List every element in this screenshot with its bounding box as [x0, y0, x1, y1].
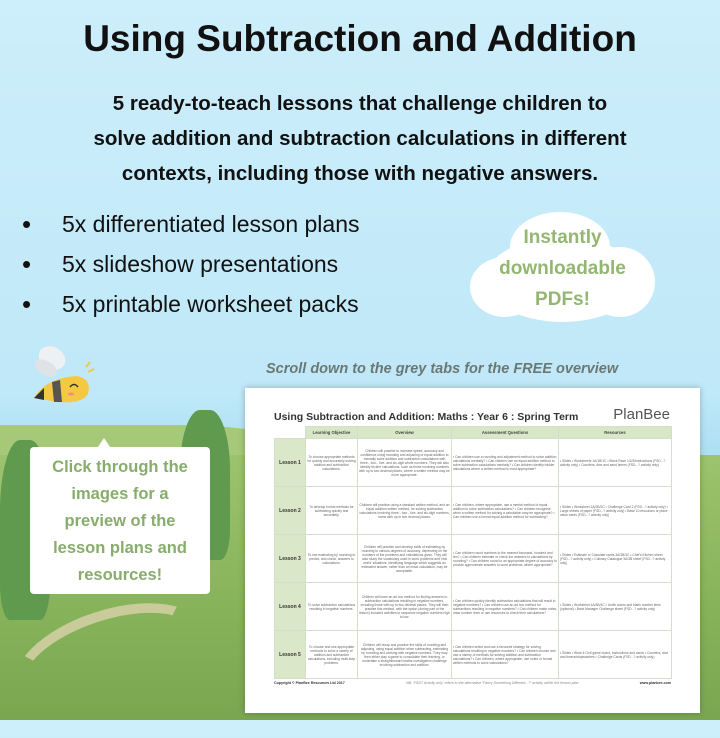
table-row — [275, 439, 672, 487]
column-header: Learning Objective — [306, 427, 358, 439]
feature-list — [22, 204, 452, 324]
feature-item: • 5x printable worksheet packs — [22, 289, 359, 319]
website: www.planbee.com — [639, 681, 671, 685]
doc-footer — [274, 681, 671, 685]
objective-cell: To develop formal methods for subtracting quickly and accurately. — [306, 487, 358, 535]
assessment-cell: • Can children quickly identify subtraction calculations that will result in negative numbers? • Can children use an ad hoc method for subtractions resulting in negative numbers? • Can children make notes, draw number lines or use resources to check their calculations? — [452, 583, 559, 631]
assessment-cell: • Can children, where appropriate, use a mental method of equal addition to solve subtraction calculations? • Can children recognise when a written method for solving a calculation may be appropriate? • Can children use a formal equal addition method for subtracting? — [452, 487, 559, 535]
overview-cell: Children will recap and practise the skills of rounding and adjusting, using equal addition when subtracting, estimating by rounding and working with negative numbers. They may then either play a game to consolidate their learning, or undertake a straightforward maths investigation challenge involving subtraction and addition. — [358, 631, 452, 679]
lesson-overview-preview[interactable] — [245, 388, 700, 713]
overview-cell: Children will practise and develop skills of estimating by rounding to various degrees of accuracy, depending on the numbers of the problems and calculations given. They will also study the vocabulary used in word problems and 'real world' situations, identifying language which suggests an estimated answer, rather than an exact calculation, may be acceptable. — [358, 535, 452, 583]
subtitle — [0, 86, 720, 191]
table-row — [275, 487, 672, 535]
assessment-cell: • Can children select and use a favoured strategy for solving calculations resulting in negative numbers? • Can children choose and use a variety of methods for solving addition and subtraction calculations? • Can children, where appropriate, use notes or formal written methods to solve calculations? — [452, 631, 559, 679]
resources-cell: • Slides • Worksheets 1A/1B/1C • Block Race 1/2/3/Instructions (FSD...? activity only) • Counters, dice and sand timers (FSD...? activity only) — [559, 439, 672, 487]
table-row — [275, 535, 672, 583]
column-header: Assessment Questions — [452, 427, 559, 439]
resources-cell: • Slides • Estimate or Calculate cards 3A/3B/3C • Chef's Kitchen sheet (FSD...? activity only) • Culinary Catalogue 3A/3B sheet (FSD...? activity only) — [559, 535, 672, 583]
lesson-label: Lesson 1 — [275, 439, 306, 487]
doc-title: Using Subtraction and Addition: Maths : Year 6 : Spring Term — [274, 411, 579, 423]
overview-cell: Children will practise to increase speed, accuracy and confidence using rounding and adjusting or equal addition to mentally solve addition and subtraction calculations with three-, four-, five- and six-digit whole numbers. They will also identify trickier calculations, such as those involving numbers with up to two decimal places, where a written method may be more appropriate. — [358, 439, 452, 487]
table-row — [275, 583, 672, 631]
column-header: Overview — [358, 427, 452, 439]
cloud-text: downloadable — [499, 258, 626, 279]
bee-mascot-icon — [26, 342, 101, 412]
subtitle-line: contexts, including those with negative answers. — [121, 162, 599, 185]
objective-cell: To choose appropriate methods for quickly and accurately solving addition and subtraction calculations. — [306, 439, 358, 487]
callout-text: preview of the — [64, 512, 176, 530]
cloud-text: PDFs! — [535, 289, 590, 310]
assessment-cell: • Can children use a rounding and adjustment method to solve addition calculations mentally? • Can children use an equal addition method to solve subtraction calculations mentally? • Can children identify trickier calculations where a written method is most appropriate? — [452, 439, 559, 487]
copyright: Copyright © PlanBee Resources Ltd 2017 — [274, 681, 345, 685]
objective-cell: To choose and use appropriate methods to solve a variety of addition and subtraction calculations, including multi-step problems. — [306, 631, 358, 679]
feature-item: • 5x slideshow presentations — [22, 249, 339, 279]
column-header: Resources — [559, 427, 672, 439]
planbee-logo: PlanBee — [613, 406, 670, 423]
footer-note: NB: 'FSD? Activity only' refers to the alternative 'Fancy Something Different...?' activity within the lesson plan — [406, 681, 579, 685]
pdf-cloud-badge — [470, 212, 655, 330]
subtitle-line: 5 ready-to-teach lessons that challenge children to — [112, 92, 608, 115]
overview-cell: Children will learn an ad hoc method for finding answers to subtraction calculations resulting in negative numbers, including those with up to two decimal places. They will then practise this method, with the option (during part of the lesson) included activities to sequence negative numbers high to low. — [358, 583, 452, 631]
lesson-label: Lesson 2 — [275, 487, 306, 535]
overview-cell: Children will practise using a standard written method, and an equal addition written method, for solving subtraction calculations involving three-, four-, five- and six-digit numbers, some with up to two decimal places. — [358, 487, 452, 535]
lesson-label: Lesson 5 — [275, 631, 306, 679]
column-header — [275, 427, 306, 439]
table-row — [275, 631, 672, 679]
callout-text: lesson plans and — [53, 539, 187, 557]
cloud-text: Instantly — [523, 227, 602, 248]
callout-text: Click through the — [52, 458, 188, 476]
objective-cell: To solve subtraction calculations resulting in negative numbers. — [306, 583, 358, 631]
lesson-table — [274, 426, 672, 679]
subtitle-line: solve addition and subtraction calculations in different — [93, 127, 627, 150]
objective-cell: To use estimating by rounding to predict, and check, answers to calculations. — [306, 535, 358, 583]
scroll-note: Scroll down to the grey tabs for the FREE overview — [266, 361, 619, 377]
assessment-cell: • Can children round numbers to the nearest thousand, hundred and ten? • Can children estimate or check the answers to calculations by rounding? • Can children round to an appropriate degree of accuracy to provide approximate answers to word problems, where appropriate? — [452, 535, 559, 583]
lesson-label: Lesson 3 — [275, 535, 306, 583]
callout-text: resources! — [77, 566, 163, 584]
lesson-label: Lesson 4 — [275, 583, 306, 631]
callout-text: images for a — [71, 485, 169, 503]
resources-cell: • Slides • Worksheet 4A/4B/4C • Unifix cubes and blank number lines (optional) • Bank Manager Challenge sheet (FSD...? activity only) — [559, 583, 672, 631]
page-title: Using Subtraction and Addition — [83, 18, 637, 59]
preview-callout — [30, 447, 210, 594]
resources-cell: • Slides • Worksheet 2A/2B/2C • Challenge Card 2 (FSD...? activity only) • Large sheets of paper (FSD...? activity only) • Base 10 resources or place value cards (FSD...? activity only) — [559, 487, 672, 535]
resources-cell: • Slides • Work It Out! game board, instructions and cards • Counters, dice and timers/stopwatches • Challenge Cards (FSD...? activity only) — [559, 631, 672, 679]
feature-item: • 5x differentiated lesson plans — [22, 209, 360, 239]
